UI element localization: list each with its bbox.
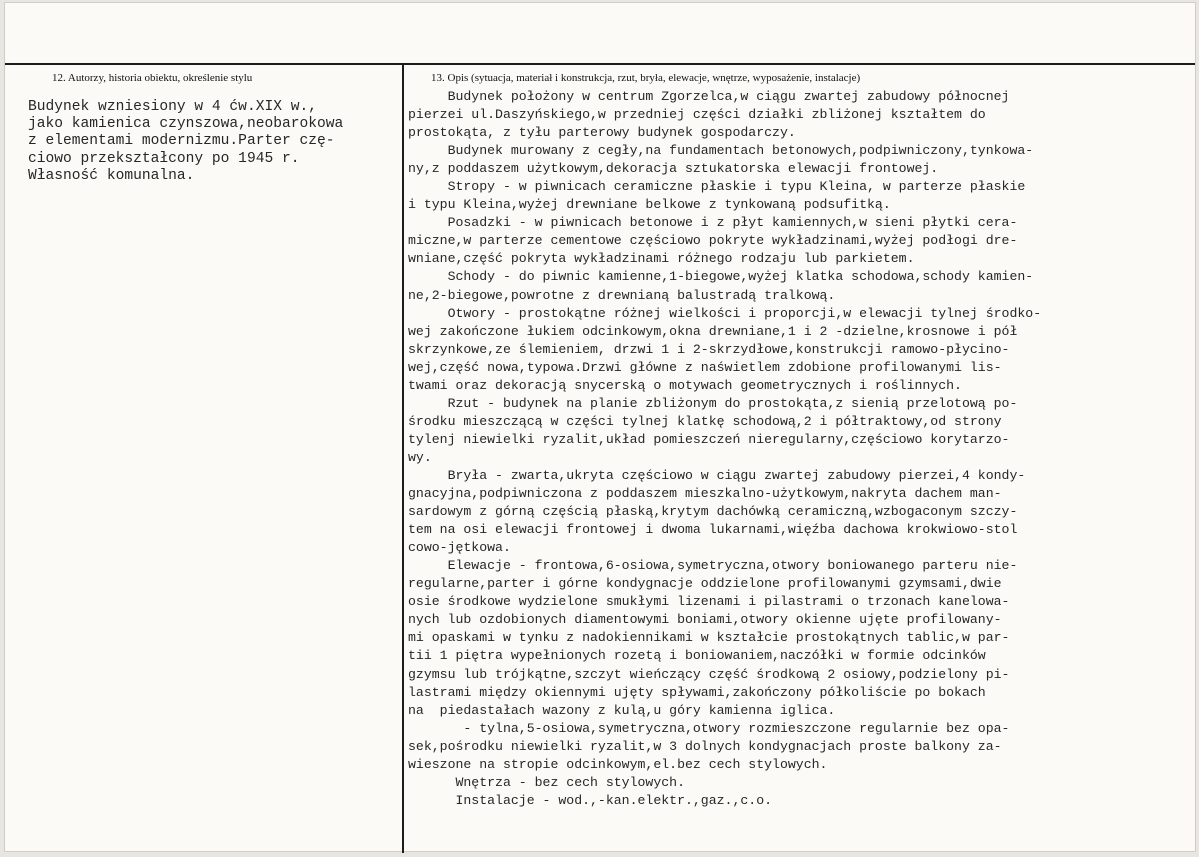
description-text-line: regularne,parter i górne kondygnacje oddzielone profilowanymi gzymsami,dwie (408, 576, 1002, 592)
description-text-line: - tylna,5-osiowa,symetryczna,otwory rozmieszczone regularnie bez opa- (408, 720, 1010, 736)
description-text-line: wy. (408, 449, 432, 465)
description-text-line: nych lub ozdobionych diamentowymi boniami,otwory okienne ujęte profilowany- (408, 612, 1002, 628)
description-text-line: ny,z poddaszem użytkowym,dekoracja sztukatorska elewacji frontowej. (408, 161, 939, 177)
description-text-line: ne,2-biegowe,powrotne z drewnianą balustradą tralkową. (408, 287, 836, 303)
history-text-line: ciowo przekształcony po 1945 r. (28, 150, 300, 167)
description-text-line: wniane,część pokryta wykładzinami różnego rodzaju lub parkietem. (408, 251, 915, 267)
horizontal-divider (5, 63, 1195, 65)
description-text-line: lastrami między okiennymi ujęty spływami,zakończony półkoliście po bokach (408, 684, 986, 700)
description-text-line: Budynek położony w centrum Zgorzelca,w ciągu zwartej zabudowy północnej (408, 89, 1010, 104)
description-text-line: sek,pośrodku niewielki ryzalit,w 3 dolnych kondygnacjach proste balkony za- (408, 738, 1002, 754)
description-text-line: tylenj niewielki ryzalit,układ pomieszczeń nieregularny,częściowo korytarzo- (408, 431, 1010, 447)
description-text-line: Otwory - prostokątne różnej wielkości i proporcji,w elewacji tylnej środko- (408, 305, 1042, 321)
description-text-line: tem na osi elewacji frontowej i dwoma lukarnami,więźba dachowa krokwiowo-stol (408, 522, 1018, 538)
history-text (28, 99, 343, 185)
description-text-line: wieszone na stropie odcinkowym,el.bez cech stylowych. (408, 756, 828, 772)
description-text-line: gzymsu lub trójkątne,szczyt wieńczący część środkową 2 osiowy,podzielony pi- (408, 666, 1010, 682)
description-text-line: prostokąta, z tyłu parterowy budynek gospodarczy. (408, 125, 796, 141)
description-text-line: i typu Kleina,wyżej drewniane belkowe z tynkowaną podsufitką. (408, 197, 891, 213)
description-text-line: osie środkowe wydzielone smukłymi lizenami i pilastrami o trzonach kanelowa- (408, 594, 1010, 610)
description-text-line: gnacyjna,podpiwniczona z poddaszem mieszkalno-użytkowym,nakryta dachem man- (408, 486, 1002, 502)
description-text-line: wej zakończone łukiem odcinkowym,okna drewniane,1 i 2 -dzielne,krosnowe i pół (408, 323, 1018, 339)
description-text-line: Bryła - zwarta,ukryta częściowo w ciągu zwartej zabudowy pierzei,4 kondy- (408, 467, 1026, 483)
history-text-line: Budynek wzniesiony w 4 ćw.XIX w., (28, 99, 318, 115)
description-text-line: Instalacje - wod.,-kan.elektr.,gaz.,c.o. (408, 792, 773, 808)
description-text-line: Stropy - w piwnicach ceramiczne płaskie i typu Kleina, w parterze płaskie (408, 179, 1026, 195)
section-12-header: 12. Autorzy, historia obiektu, określenie stylu (52, 72, 253, 84)
description-text-line: Elewacje - frontowa,6-osiowa,symetryczna,otwory boniowanego parteru nie- (408, 558, 1018, 574)
history-text-line: Własność komunalna. (28, 167, 195, 184)
description-text-line: twami oraz dekoracją snycerską o motywach geometrycznych i roślinnych. (408, 377, 962, 393)
description-text-line: na piedastałach wazony z kulą,u góry kamienna iglica. (408, 702, 836, 718)
description-text-line: tii 1 piętra wypełnionych rozetą i boniowaniem,naczółki w formie odcinków (408, 648, 986, 664)
vertical-divider (402, 63, 404, 853)
description-text-line: cowo-jętkowa. (408, 540, 511, 556)
description-text-line: miczne,w parterze cementowe częściowo pokryte wykładzinami,wyżej podłogi dre- (408, 233, 1018, 249)
history-text-line: z elementami modernizmu.Parter czę- (28, 133, 335, 150)
description-text-line: wej,część nowa,typowa.Drzwi główne z naświetlem zdobione profilowanymi lis- (408, 359, 1002, 375)
description-text-line: Schody - do piwnic kamienne,1-biegowe,wyżej klatka schodowa,schody kamien- (408, 269, 1034, 285)
section-13-header: 13. Opis (sytuacja, materiał i konstrukcja, rzut, bryła, elewacje, wnętrze, wyposażenie, instalacje) (431, 72, 861, 84)
description-text-line: mi opaskami w tynku z nadokiennikami w kształcie prostokątnych tablic,w par- (408, 630, 1010, 646)
description-text-line: Budynek murowany z cegły,na fundamentach betonowych,podpiwniczony,tynkowa- (408, 143, 1034, 159)
description-text-line: skrzynkowe,ze ślemieniem, drzwi 1 i 2-skrzydłowe,konstrukcji ramowo-płycino- (408, 341, 1010, 357)
record-card (4, 2, 1196, 852)
description-text (408, 88, 1041, 810)
description-text-line: środku mieszczącą w części tylnej klatkę schodową,2 i półtraktowy,od strony (408, 413, 1002, 429)
description-text-line: sardowym z górną częścią płaską,krytym dachówką ceramiczną,wzbogaconym szczy- (408, 504, 1018, 520)
description-text-line: Rzut - budynek na planie zbliżonym do prostokąta,z sienią przelotową po- (408, 395, 1018, 411)
description-text-line: Posadzki - w piwnicach betonowe i z płyt kamiennych,w sieni płytki cera- (408, 215, 1018, 231)
history-text-line: jako kamienica czynszowa,neobarokowa (28, 116, 344, 133)
description-text-line: pierzei ul.Daszyńskiego,w przedniej części działki zbliżonej kształtem do (408, 107, 986, 123)
description-text-line: Wnętrza - bez cech stylowych. (408, 774, 685, 790)
